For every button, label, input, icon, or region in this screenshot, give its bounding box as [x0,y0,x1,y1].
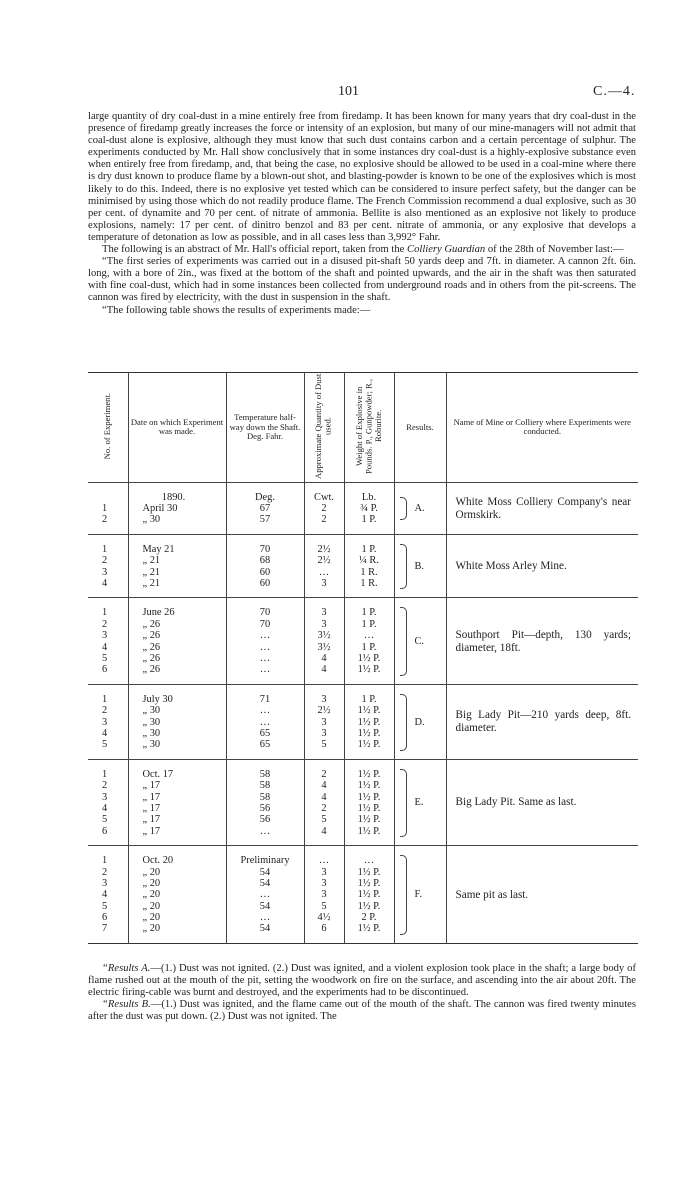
header-experiment-no [88,373,128,483]
cell-qty: 3 [321,889,327,901]
cell-weight: 1½ P. [357,739,381,751]
cell-no: 2 [102,780,108,792]
mine-name-cell [446,684,638,759]
results-note-label: “Results A. [102,963,151,974]
table-header-row [88,373,638,483]
group-brace [400,855,407,935]
date-cell [128,534,226,598]
experiment-no-cell [88,684,128,759]
results-note [88,963,636,999]
table-row-group [88,598,638,684]
table-body [88,482,638,943]
cell-date: „ 20 [142,912,161,924]
cell-date: May 21 [142,543,175,555]
cell-date: „ 26 [142,652,161,664]
experiment-no-cell [88,846,128,944]
table-row-group [88,482,638,534]
cell-temp: Preliminary [240,855,290,867]
mine-name-cell [446,759,638,845]
experiment-no-cell [88,598,128,684]
cell-qty: 3 [321,866,327,878]
cell-no: 4 [102,889,108,901]
cell-no: 2 [102,705,108,717]
cell-weight: 1½ P. [357,768,381,780]
unit-label: Cwt. [314,491,334,503]
results-cell [394,482,446,534]
mine-name: Big Lady Pit. Same as last. [455,796,577,809]
vertical-header-text: Weight of Explosive in Pounds. P., Gunpowder; R., Roburite. [353,378,383,474]
header-explosive-weight [344,373,394,483]
cell-weight: 1 P. [361,543,377,555]
cell-date: „ 30 [142,716,161,728]
cell-weight: ¼ R. [359,555,379,567]
cell-qty: 4 [321,664,327,676]
experiment-no-cell [88,759,128,845]
cell-no: 3 [102,877,108,889]
cell-qty: 2½ [317,555,331,567]
table-row-group [88,846,638,944]
cell-qty: … [318,855,330,867]
cell-qty: 2 [321,802,327,814]
cell-no: 4 [102,577,108,589]
cell-temp: … [259,630,271,642]
cell-qty: 5 [321,814,327,826]
cell-qty: 4 [321,825,327,837]
results-note [88,999,636,1023]
mine-name: Same pit as last. [455,888,529,901]
cell-date: „ 26 [142,664,161,676]
temperature-cell [226,598,304,684]
cell-qty: 3 [321,607,327,619]
cell-weight: 1½ P. [357,716,381,728]
result-label: A. [414,502,425,514]
header-date: Date on which Experiment was made. [128,373,226,483]
page-number: 101 [338,84,359,99]
intro-text [88,111,636,317]
mine-name: Southport Pit—depth, 130 yards; diameter, 18ft. [455,628,631,654]
cell-weight: 1½ P. [357,866,381,878]
mine-name-cell [446,846,638,944]
cell-temp: 70 [259,543,271,555]
cell-weight: 1 P. [361,618,377,630]
cell-weight: 1½ P. [357,727,381,739]
temperature-cell [226,534,304,598]
cell-temp: 54 [259,877,271,889]
table-row-group [88,759,638,845]
cell-date: April 30 [142,502,178,514]
cell-no: 4 [102,802,108,814]
cell-no: 2 [102,555,108,567]
cell-no: 4 [102,641,108,653]
cell-temp: 60 [259,566,271,578]
unit-label: 1890. [161,491,186,503]
cell-no: 3 [102,630,108,642]
cell-date: June 26 [142,607,175,619]
cell-weight: 1½ P. [357,652,381,664]
cell-no: 6 [102,664,108,676]
cell-weight: 2 P. [361,912,377,924]
cell-temp: 58 [259,780,271,792]
cell-temp: … [259,664,271,676]
dust-quantity-cell [304,684,344,759]
cell-weight: 1½ P. [357,825,381,837]
cell-temp: 56 [259,814,271,826]
cell-weight: … [363,855,375,867]
cell-weight: 1½ P. [357,877,381,889]
cell-temp: 65 [259,727,271,739]
results-note-text: —(1.) Dust was ignited, and the flame came out of the mouth of the shaft. The cannon was fired twenty minutes after the dust was put down. (2.) Dust was not ignited. The [88,999,636,1023]
report-intro-after: of the 28th of November last:— [485,244,624,256]
cell-qty: 2 [321,768,327,780]
cell-qty: 3 [321,577,327,589]
cell-temp: … [259,641,271,653]
cell-no: 1 [102,607,108,619]
cell-date: Oct. 17 [142,768,174,780]
cell-qty: 5 [321,900,327,912]
results-cell [394,534,446,598]
table-row-group [88,684,638,759]
cell-qty: 2½ [317,705,331,717]
date-cell [128,598,226,684]
page-header [0,84,700,102]
cell-qty: 4½ [317,912,331,924]
cell-date: „ 17 [142,825,161,837]
cell-qty: 3 [321,716,327,728]
report-source: Colliery Guardian [407,244,486,256]
cell-no: 1 [102,543,108,555]
cell-date: „ 17 [142,802,161,814]
explosive-weight-cell [344,482,394,534]
group-brace [400,544,407,590]
header-dust-quantity [304,373,344,483]
cell-date: „ 26 [142,641,161,653]
cell-weight: 1 P. [361,607,377,619]
unit-label: Deg. [255,491,275,503]
results-cell [394,598,446,684]
cell-no: 1 [102,768,108,780]
result-label: E. [414,797,424,809]
header-results: Results. [394,373,446,483]
cell-qty: 6 [321,923,327,935]
mine-name-cell [446,534,638,598]
cell-temp: … [259,825,271,837]
cell-qty: 5 [321,739,327,751]
cell-weight: … [363,630,375,642]
cell-date: „ 17 [142,791,161,803]
cell-date: „ 30 [142,705,161,717]
cell-temp: 58 [259,791,271,803]
cell-weight: 1 P. [361,641,377,653]
cell-weight: 1 P. [361,514,377,526]
cell-qty: 3 [321,693,327,705]
results-cell [394,846,446,944]
cell-no: 6 [102,825,108,837]
result-label: F. [414,889,423,901]
date-cell [128,684,226,759]
cell-weight: 1½ P. [357,664,381,676]
mine-name: White Moss Arley Mine. [455,560,567,573]
results-note-text: —(1.) Dust was not ignited. (2.) Dust was ignited, and a violent explosion took place in the shaft; a large body of flame rushed out at the mouth of the pit, setting the woodwork on fire on the surface, and ascending into the air about 20ft. The electric firing-cable was burnt and destroyed, and the experiments had to be discontinued. [88,963,637,999]
cell-qty: 3½ [317,630,331,642]
temperature-cell [226,482,304,534]
table-row-group [88,534,638,598]
cell-qty: 4 [321,780,327,792]
cell-qty: 2 [321,502,327,514]
cell-qty: … [318,566,330,578]
cell-no: 2 [102,618,108,630]
cell-qty: 3 [321,877,327,889]
cell-date: „ 30 [142,739,161,751]
cell-weight: 1 P. [361,693,377,705]
explosive-weight-cell [344,759,394,845]
explosive-weight-cell [344,846,394,944]
cell-no: 1 [102,502,108,514]
result-label: C. [414,635,425,647]
cell-date: „ 21 [142,577,161,589]
cell-date: Oct. 20 [142,855,174,867]
cell-date: July 30 [142,693,173,705]
cell-temp: 65 [259,739,271,751]
cell-no: 5 [102,900,108,912]
cell-no: 2 [102,866,108,878]
cell-temp: 54 [259,866,271,878]
cell-temp: … [259,912,271,924]
experiments-table [88,372,638,944]
mine-name-cell [446,482,638,534]
mine-name: Big Lady Pit—210 yards deep, 8ft. diameter. [455,709,631,735]
results-notes [88,963,636,1023]
explosive-weight-cell [344,684,394,759]
cell-weight: 1 R. [360,577,378,589]
temperature-cell [226,759,304,845]
results-cell [394,759,446,845]
mine-name: White Moss Colliery Company's near Ormskirk. [455,495,631,521]
group-brace [400,694,407,751]
cell-temp: 70 [259,618,271,630]
cell-weight: 1½ P. [357,889,381,901]
cell-weight: 1½ P. [357,791,381,803]
group-brace [400,607,407,675]
cell-qty: 2½ [317,543,331,555]
cell-date: „ 21 [142,566,161,578]
cell-qty: 3½ [317,641,331,653]
cell-no: 5 [102,739,108,751]
quote-paragraph: “The following table shows the results of experiments made:— [102,304,371,316]
cell-no: 6 [102,912,108,924]
cell-date: „ 26 [142,618,161,630]
results-cell [394,684,446,759]
temperature-cell [226,684,304,759]
cell-date: „ 20 [142,923,161,935]
group-brace [400,497,407,520]
vertical-header-text: Approximate Quantity of Dust used. [313,373,333,479]
cell-no: 3 [102,791,108,803]
cell-temp: … [259,705,271,717]
cell-date: „ 20 [142,889,161,901]
cell-temp: 70 [259,607,271,619]
results-note-label: “Results B. [102,999,151,1011]
group-brace [400,769,407,837]
cell-date: „ 17 [142,814,161,826]
cell-date: „ 17 [142,780,161,792]
cell-date: „ 20 [142,900,161,912]
cell-temp: 67 [259,502,271,514]
cell-qty: 3 [321,618,327,630]
cell-weight: ¾ P. [360,502,378,514]
cell-weight: 1½ P. [357,814,381,826]
header-temperature: Temperature half-way down the Shaft. Deg. Fahr. [226,373,304,483]
date-cell [128,759,226,845]
result-label: B. [414,560,425,572]
header-mine-name: Name of Mine or Colliery where Experiments were conducted. [446,373,638,483]
vertical-header-text: No. of Experiment. [101,392,112,460]
cell-temp: 60 [259,577,271,589]
cell-weight: 1½ P. [357,705,381,717]
cell-no: 5 [102,652,108,664]
cell-qty: 2 [321,514,327,526]
cell-temp: 54 [259,900,271,912]
dust-quantity-cell [304,534,344,598]
cell-qty: 4 [321,791,327,803]
cell-no: 7 [102,923,108,935]
cell-date: „ 30 [142,727,161,739]
cell-no: 1 [102,693,108,705]
cell-no: 1 [102,855,108,867]
cell-qty: 4 [321,652,327,664]
section-reference: C.—4. [593,84,636,99]
experiment-no-cell [88,482,128,534]
quote-paragraph: “The first series of experiments was carried out in a disused pit-shaft 50 yards deep and 7ft. in diameter. A cannon 2ft. 6in. long, with a bore of 2in., was fixed at the bottom of the shaft and pointed upwards, and the air in the shaft was then saturated with fine coal-dust, which had in some instances been collected from underground roads and in others from the pit-screens. The cannon was fired by electricity, with the dust in suspension in the shaft. [88,256,636,304]
cell-no: 3 [102,716,108,728]
report-intro-before: The following is an abstract of Mr. Hall's official report, taken from the [102,244,408,256]
cell-no: 3 [102,566,108,578]
cell-date: „ 26 [142,630,161,642]
dust-quantity-cell [304,846,344,944]
date-cell [128,482,226,534]
cell-date: „ 20 [142,866,161,878]
cell-date: „ 21 [142,555,161,567]
cell-no: 2 [102,514,108,526]
temperature-cell [226,846,304,944]
cell-weight: 1½ P. [357,780,381,792]
unit-label [102,492,125,503]
mine-name-cell [446,598,638,684]
cell-temp: 58 [259,768,271,780]
cell-date: „ 30 [142,514,161,526]
cell-temp: … [259,652,271,664]
dust-quantity-cell [304,759,344,845]
cell-date: „ 20 [142,877,161,889]
cell-weight: 1½ P. [357,923,381,935]
explosive-weight-cell [344,598,394,684]
date-cell [128,846,226,944]
experiments-table-wrap [88,372,638,944]
result-label: D. [414,716,425,728]
experiment-no-cell [88,534,128,598]
dust-quantity-cell [304,598,344,684]
cell-temp: 57 [259,514,271,526]
cell-weight: 1 R. [360,566,378,578]
intro-paragraph: large quantity of dry coal-dust in a mine entirely free from firedamp. It has been known for many years that dry coal-dust in the presence of firedamp greatly increases the force or intensity of an explosion, but many of our mine-managers will not admit that coal-dust alone is explosive, although they must know that such dust contains carbon and a certain percentage of sulphur. The experiments conducted by Mr. Hall show conclusively that in some instances dry coal-dust is a highly-explosive substance even when entirely free from firedamp, and, that being the case, no explosive should be allowed to be used in a coal-mine where there is dry dust known to produce flame by a blown-out shot, and blasting-powder is known to be one of the explosives which is most likely to do this. Indeed, there is no explosive yet tested which can be considered to insure perfect safety, but the danger can be minimised by using those which do not readily produce flame. The French Commission recommend a dual explosive, such as 30 per cent. of dynamite and 70 per cent. of nitrate of ammonia. Bellite is also mentioned as an explosive not likely to produce explosions, namely: 17 per cent. of dinitro benzol and 83 per cent. nitrate of ammonia, or any explosive that develops a temperature of detonation as low as possible, and in all cases less than 3,992° Fahr. [88,111,636,243]
explosive-weight-cell [344,534,394,598]
cell-temp: 56 [259,802,271,814]
cell-no: 4 [102,727,108,739]
cell-temp: … [259,889,271,901]
cell-temp: 68 [259,555,271,567]
report-intro-paragraph [88,244,636,256]
dust-quantity-cell [304,482,344,534]
cell-no: 5 [102,814,108,826]
cell-temp: 54 [259,923,271,935]
unit-label: Lb. [361,491,377,503]
cell-weight: 1½ P. [357,802,381,814]
cell-temp: … [259,716,271,728]
cell-temp: 71 [259,693,271,705]
cell-weight: 1½ P. [357,900,381,912]
cell-qty: 3 [321,727,327,739]
